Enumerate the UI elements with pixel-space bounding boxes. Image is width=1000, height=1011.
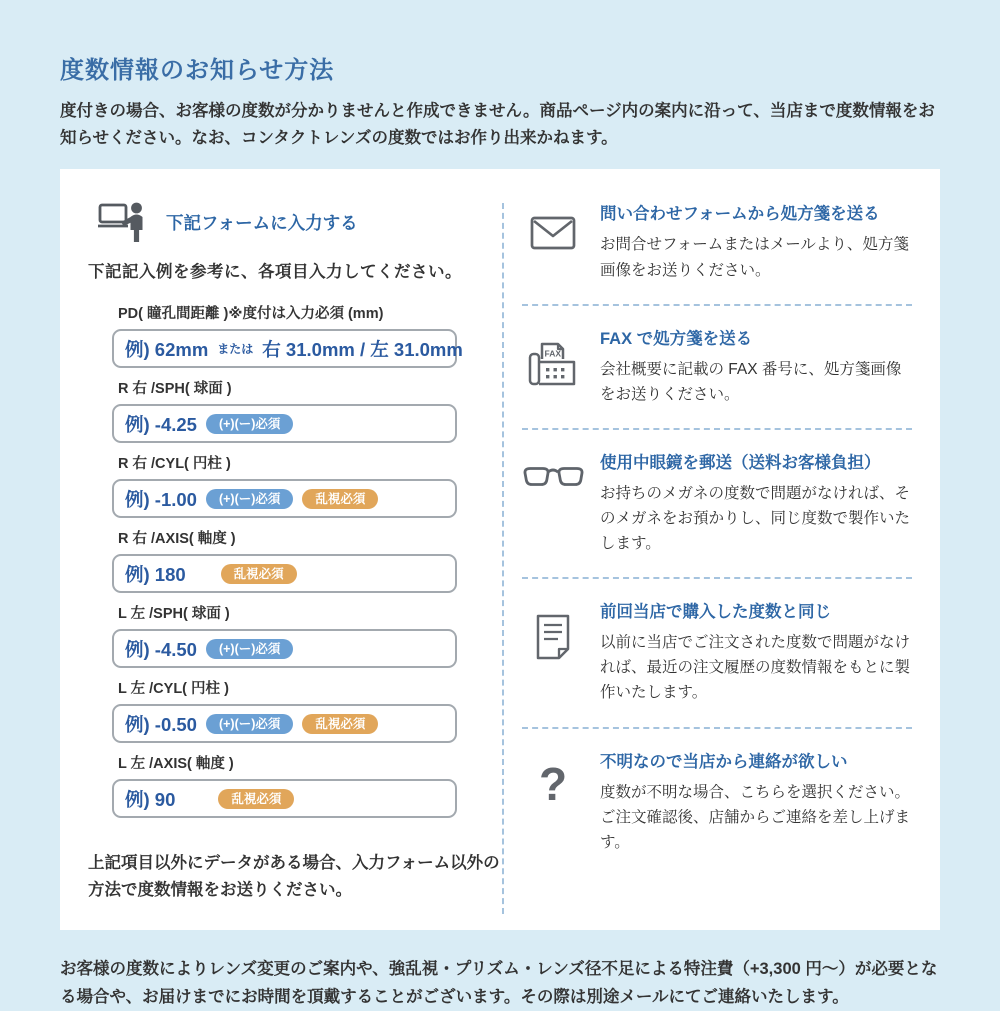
form-subheading: 下記記入例を参考に、各項目入力してください。 — [88, 263, 462, 282]
example-value: 例) -1.00 — [125, 488, 197, 510]
document-icon — [522, 598, 584, 705]
method-heading: 不明なので当店から連絡が欲しい — [600, 752, 848, 771]
info-card — [60, 169, 940, 929]
footer-note: お客様の度数によりレンズ変更のご案内や、強乱視・プリズム・レンズ径不足による特注費（+3,300 円〜）が必要となる場合や、お届けまでにお時間を頂戴することがございます。その際は別途メールにてご連絡いたします。 — [60, 959, 938, 1006]
method-previous-order — [522, 579, 912, 726]
example-value: 例) -0.50 — [125, 713, 197, 735]
method-body: 以前に当店でご注文された度数で問題がなければ、最近の注文履歴の度数情報をもとに製作いたします。 — [600, 634, 911, 702]
plus-minus-required-badge: (+)(ー)必須 — [206, 714, 293, 735]
form-section — [60, 169, 502, 929]
method-text — [600, 748, 912, 855]
field-label-r-axis: R 右 /AXIS( 軸度 ) — [118, 531, 236, 548]
method-mail-glasses — [522, 430, 912, 577]
method-text — [600, 598, 912, 705]
question-icon: ? — [538, 757, 568, 810]
field-example-l-sph — [112, 629, 457, 668]
method-text — [600, 200, 912, 282]
method-body: お持ちのメガネの度数で問題がなければ、そのメガネをお預かりし、同じ度数で製作いたします。 — [600, 484, 911, 553]
astigmatism-required-badge: 乱視必須 — [221, 564, 297, 585]
method-body: お問合せフォームまたはメールより、処方箋画像をお送りください。 — [600, 236, 909, 279]
methods-section — [504, 169, 940, 929]
field-example-pd — [112, 329, 463, 368]
form-heading: 下記フォームに入力する — [166, 212, 358, 233]
astigmatism-required-badge: 乱視必須 — [218, 789, 294, 810]
field-example-r-cyl — [112, 479, 457, 518]
field-example-r-sph — [112, 404, 457, 443]
form-note: 上記項目以外にデータがある場合、入力フォーム以外の方法で度数情報をお送りください。 — [88, 854, 500, 900]
field-label-l-sph: L 左 /SPH( 球面 ) — [118, 606, 230, 623]
astigmatism-required-badge: 乱視必須 — [302, 714, 378, 735]
example-value: 例) -4.25 — [125, 413, 197, 435]
form-header — [88, 201, 502, 243]
field-label-r-sph: R 右 /SPH( 球面 ) — [118, 381, 232, 398]
example-value: 右 31.0mm / 左 31.0mm — [262, 338, 463, 360]
method-heading: FAX で処方箋を送る — [600, 329, 753, 348]
field-label-l-cyl: L 左 /CYL( 円柱 ) — [118, 681, 229, 698]
fax-icon-label: FAX — [544, 348, 562, 359]
method-body: 会社概要に記載の FAX 番号に、処方箋画像をお送りください。 — [600, 360, 902, 403]
method-text — [600, 325, 912, 407]
method-heading: 使用中眼鏡を郵送（送料お客様負担） — [600, 453, 881, 472]
astigmatism-required-badge: 乱視必須 — [302, 489, 378, 510]
field-example-l-cyl — [112, 704, 457, 743]
field-label-r-cyl: R 右 /CYL( 円柱 ) — [118, 456, 231, 473]
example-value: 例) -4.50 — [125, 638, 197, 660]
example-value: 例) 90 — [125, 788, 176, 810]
presenter-icon — [98, 201, 150, 243]
plus-minus-required-badge: (+)(ー)必須 — [206, 414, 293, 435]
example-value: 例) 180 — [125, 563, 186, 585]
plus-minus-required-badge: (+)(ー)必須 — [206, 489, 293, 510]
method-unknown-contact — [522, 729, 912, 876]
example-or-label: または — [217, 342, 254, 357]
intro-text: 度付きの場合、お客様の度数が分かりませんと作成できません。商品ページ内の案内に沿って、当店まで度数情報をお知らせください。なお、コンタクトレンズの度数ではお作り出来かねます。 — [60, 102, 935, 147]
field-example-r-axis — [112, 554, 457, 593]
method-fax — [522, 306, 912, 428]
field-label-l-axis: L 左 /AXIS( 軸度 ) — [118, 756, 234, 773]
form-fields — [112, 302, 463, 818]
plus-minus-required-badge: (+)(ー)必須 — [206, 639, 293, 660]
glasses-icon — [522, 449, 584, 556]
method-heading: 前回当店で購入した度数と同じ — [600, 603, 831, 622]
method-heading: 問い合わせフォームから処方箋を送る — [600, 205, 880, 224]
mail-icon — [522, 200, 584, 282]
field-label-pd: PD( 瞳孔間距離 )※度付は入力必須 (mm) — [118, 306, 384, 323]
method-contact-form — [522, 181, 912, 303]
fax-icon — [522, 325, 584, 407]
field-example-l-axis — [112, 779, 457, 818]
example-value: 例) 62mm — [125, 338, 209, 360]
method-text — [600, 449, 912, 556]
page-title: 度数情報のお知らせ方法 — [60, 57, 335, 84]
method-body: 度数が不明な場合、こちらを選択ください。ご注文確認後、店舗からご連絡を差し上げます。 — [600, 783, 911, 851]
